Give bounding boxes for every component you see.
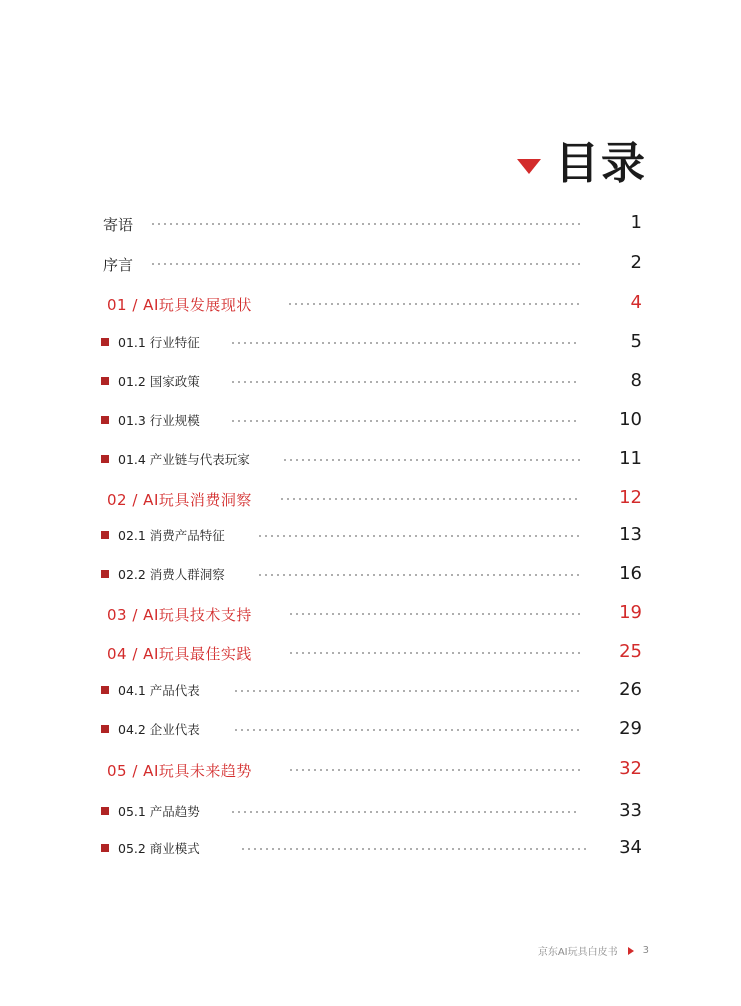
- square-bullet-icon: [101, 570, 109, 578]
- square-bullet-icon: [101, 725, 109, 733]
- toc-chapter-page: 32: [619, 758, 642, 779]
- toc-subentry-page: 33: [619, 800, 642, 821]
- dot-leader: [257, 574, 580, 576]
- toc-chapter-page: 4: [630, 292, 642, 313]
- toc-chapter-page: 19: [619, 602, 642, 623]
- dot-leader: [230, 811, 580, 813]
- dot-leader: [230, 420, 580, 422]
- toc-chapter-page: 25: [619, 641, 642, 662]
- dot-leader: [240, 848, 590, 850]
- toc-subentry-page: 10: [619, 409, 642, 430]
- dot-leader: [233, 690, 582, 692]
- toc-subentry[interactable]: [0, 448, 741, 472]
- dot-leader: [230, 381, 580, 383]
- toc-chapter-label: 03 / AI玩具技术支持: [107, 606, 252, 624]
- square-bullet-icon: [101, 531, 109, 539]
- square-bullet-icon: [101, 686, 109, 694]
- toc-subentry-page: 34: [619, 837, 642, 858]
- dot-leader: [233, 729, 582, 731]
- square-bullet-icon: [101, 416, 109, 424]
- toc-title-block: [517, 138, 647, 189]
- toc-subentry-label: 04.2 企业代表: [118, 722, 200, 737]
- toc-subentry[interactable]: [0, 837, 741, 861]
- toc-entry-page: 1: [630, 212, 642, 233]
- dot-leader: [287, 303, 580, 305]
- toc-subentry-page: 11: [619, 448, 642, 469]
- dot-leader: [288, 613, 580, 615]
- toc-subentry-page: 13: [619, 524, 642, 545]
- dot-leader: [279, 498, 580, 500]
- dot-leader: [282, 459, 580, 461]
- dot-leader: [257, 535, 580, 537]
- toc-subentry-label: 01.4 产业链与代表玩家: [118, 452, 250, 467]
- footer-page-number: 3: [642, 945, 649, 956]
- toc-subentry-page: 5: [630, 331, 642, 352]
- square-bullet-icon: [101, 338, 109, 346]
- toc-chapter-entry[interactable]: [0, 292, 741, 316]
- dot-leader: [150, 263, 580, 265]
- toc-chapter-label: 01 / AI玩具发展现状: [107, 296, 252, 314]
- toc-subentry-label: 01.1 行业特征: [118, 335, 200, 350]
- toc-subentry-label: 02.1 消费产品特征: [118, 528, 225, 543]
- toc-subentry-page: 26: [619, 679, 642, 700]
- toc-subentry[interactable]: [0, 370, 741, 394]
- page-footer: [538, 943, 649, 958]
- toc-subentry[interactable]: [0, 409, 741, 433]
- dot-leader: [288, 769, 580, 771]
- toc-chapter-entry[interactable]: [0, 487, 741, 511]
- square-bullet-icon: [101, 377, 109, 385]
- toc-entry[interactable]: [0, 252, 741, 276]
- toc-chapter-label: 02 / AI玩具消费洞察: [107, 491, 252, 509]
- toc-subentry[interactable]: [0, 718, 741, 742]
- toc-subentry[interactable]: [0, 524, 741, 548]
- toc-subentry-label: 05.2 商业模式: [118, 841, 200, 856]
- toc-chapter-label: 05 / AI玩具未来趋势: [107, 762, 252, 780]
- toc-entry-label: 序言: [103, 256, 134, 274]
- dot-leader: [230, 342, 580, 344]
- toc-entry-label: 寄语: [103, 216, 134, 234]
- toc-entry-page: 2: [630, 252, 642, 273]
- toc-chapter-entry[interactable]: [0, 602, 741, 626]
- toc-subentry[interactable]: [0, 800, 741, 824]
- dot-leader: [150, 223, 580, 225]
- toc-subentry-label: 05.1 产品趋势: [118, 804, 200, 819]
- toc-chapter-page: 12: [619, 487, 642, 508]
- square-bullet-icon: [101, 807, 109, 815]
- toc-subentry-page: 29: [619, 718, 642, 739]
- page-title: 目录: [555, 138, 647, 189]
- toc-subentry-label: 01.2 国家政策: [118, 374, 200, 389]
- dot-leader: [288, 652, 580, 654]
- toc-subentry-page: 16: [619, 563, 642, 584]
- footer-title: 京东AI玩具白皮书: [537, 947, 618, 958]
- toc-subentry[interactable]: [0, 563, 741, 587]
- square-bullet-icon: [101, 455, 109, 463]
- square-bullet-icon: [101, 844, 109, 852]
- toc-subentry-label: 02.2 消费人群洞察: [118, 567, 225, 582]
- triangle-right-icon: [628, 947, 634, 955]
- toc-subentry-page: 8: [630, 370, 642, 391]
- triangle-down-icon: [517, 159, 541, 174]
- toc-chapter-label: 04 / AI玩具最佳实践: [107, 645, 252, 663]
- toc-subentry-label: 01.3 行业规模: [118, 413, 200, 428]
- toc-chapter-entry[interactable]: [0, 641, 741, 665]
- toc-subentry-label: 04.1 产品代表: [118, 683, 200, 698]
- toc-subentry[interactable]: [0, 331, 741, 355]
- toc-entry[interactable]: [0, 212, 741, 236]
- toc-chapter-entry[interactable]: [0, 758, 741, 782]
- toc-subentry[interactable]: [0, 679, 741, 703]
